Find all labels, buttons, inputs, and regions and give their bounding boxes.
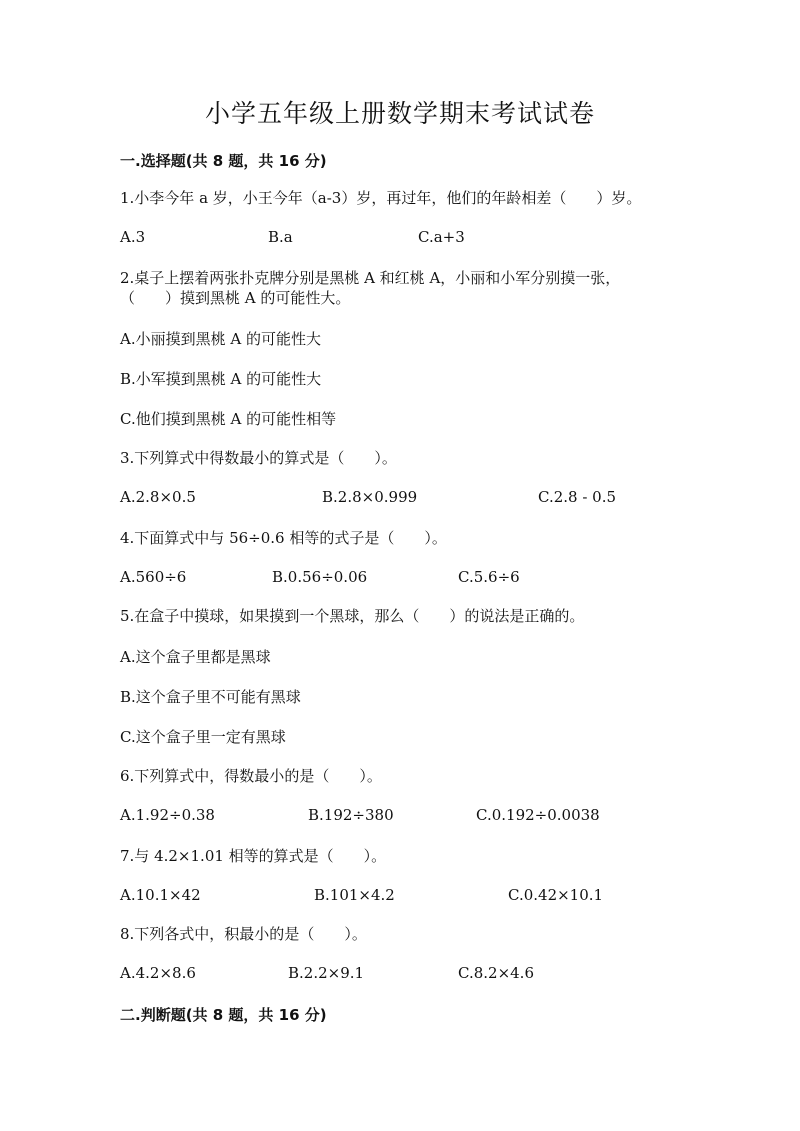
question-5: 5.在盒子中摸球，如果摸到一个黑球，那么（ ）的说法是正确的。	[120, 607, 585, 625]
option-a: A.1.92÷0.38	[120, 806, 215, 824]
option-a: A.3	[120, 228, 146, 246]
option-b: B.2.8×0.999	[322, 488, 418, 506]
options-row-7	[120, 886, 720, 906]
question-2: 2.桌子上摆着两张扑克牌分别是黑桃 A 和红桃 A，小丽和小军分别摸一张， （ ）摸到黑桃 A 的可能性大。	[120, 269, 621, 307]
options-row-1	[120, 228, 720, 248]
option-b: B.这个盒子里不可能有黑球	[120, 688, 301, 706]
option-c: C.他们摸到黑桃 A 的可能性相等	[120, 410, 337, 428]
options-row-6	[120, 806, 720, 826]
option-c: C.a+3	[418, 228, 465, 246]
option-a: A.4.2×8.6	[120, 964, 196, 982]
options-row-8	[120, 964, 720, 984]
option-b: B.192÷380	[308, 806, 394, 824]
option-a: A.2.8×0.5	[120, 488, 196, 506]
option-a: A.560÷6	[120, 568, 187, 586]
question-8: 8.下列各式中，积最小的是（ ）。	[120, 925, 367, 943]
question-3: 3.下列算式中得数最小的算式是（ ）。	[120, 449, 397, 467]
option-b: B.小军摸到黑桃 A 的可能性大	[120, 370, 322, 388]
option-c: C.0.42×10.1	[508, 886, 604, 904]
option-a: A.小丽摸到黑桃 A 的可能性大	[120, 330, 321, 348]
option-c: C.0.192÷0.0038	[476, 806, 600, 824]
option-a: A.这个盒子里都是黑球	[120, 648, 271, 666]
question-1: 1.小李今年 a 岁，小王今年（a-3）岁，再过年，他们的年龄相差（ ）岁。	[120, 189, 642, 207]
options-row-4	[120, 568, 720, 588]
section-heading-judgement: 二.判断题(共 8 题，共 16 分)	[120, 1006, 327, 1024]
option-c: C.8.2×4.6	[458, 964, 534, 982]
page-title: 小学五年级上册数学期末考试试卷	[204, 99, 595, 128]
option-c: C.5.6÷6	[458, 568, 520, 586]
option-b: B.2.2×9.1	[288, 964, 365, 982]
option-b: B.101×4.2	[314, 886, 395, 904]
question-7: 7.与 4.2×1.01 相等的算式是（ ）。	[120, 847, 387, 865]
options-row-3	[120, 488, 720, 508]
question-4: 4.下面算式中与 56÷0.6 相等的式子是（ ）。	[120, 529, 447, 547]
question-6: 6.下列算式中，得数最小的是（ ）。	[120, 767, 382, 785]
option-b: B.0.56÷0.06	[272, 568, 368, 586]
section-heading-choice: 一.选择题(共 8 题，共 16 分)	[120, 152, 327, 170]
option-a: A.10.1×42	[120, 886, 201, 904]
option-c: C.这个盒子里一定有黑球	[120, 728, 286, 746]
option-b: B.a	[268, 228, 293, 246]
option-c: C.2.8 - 0.5	[538, 488, 617, 506]
